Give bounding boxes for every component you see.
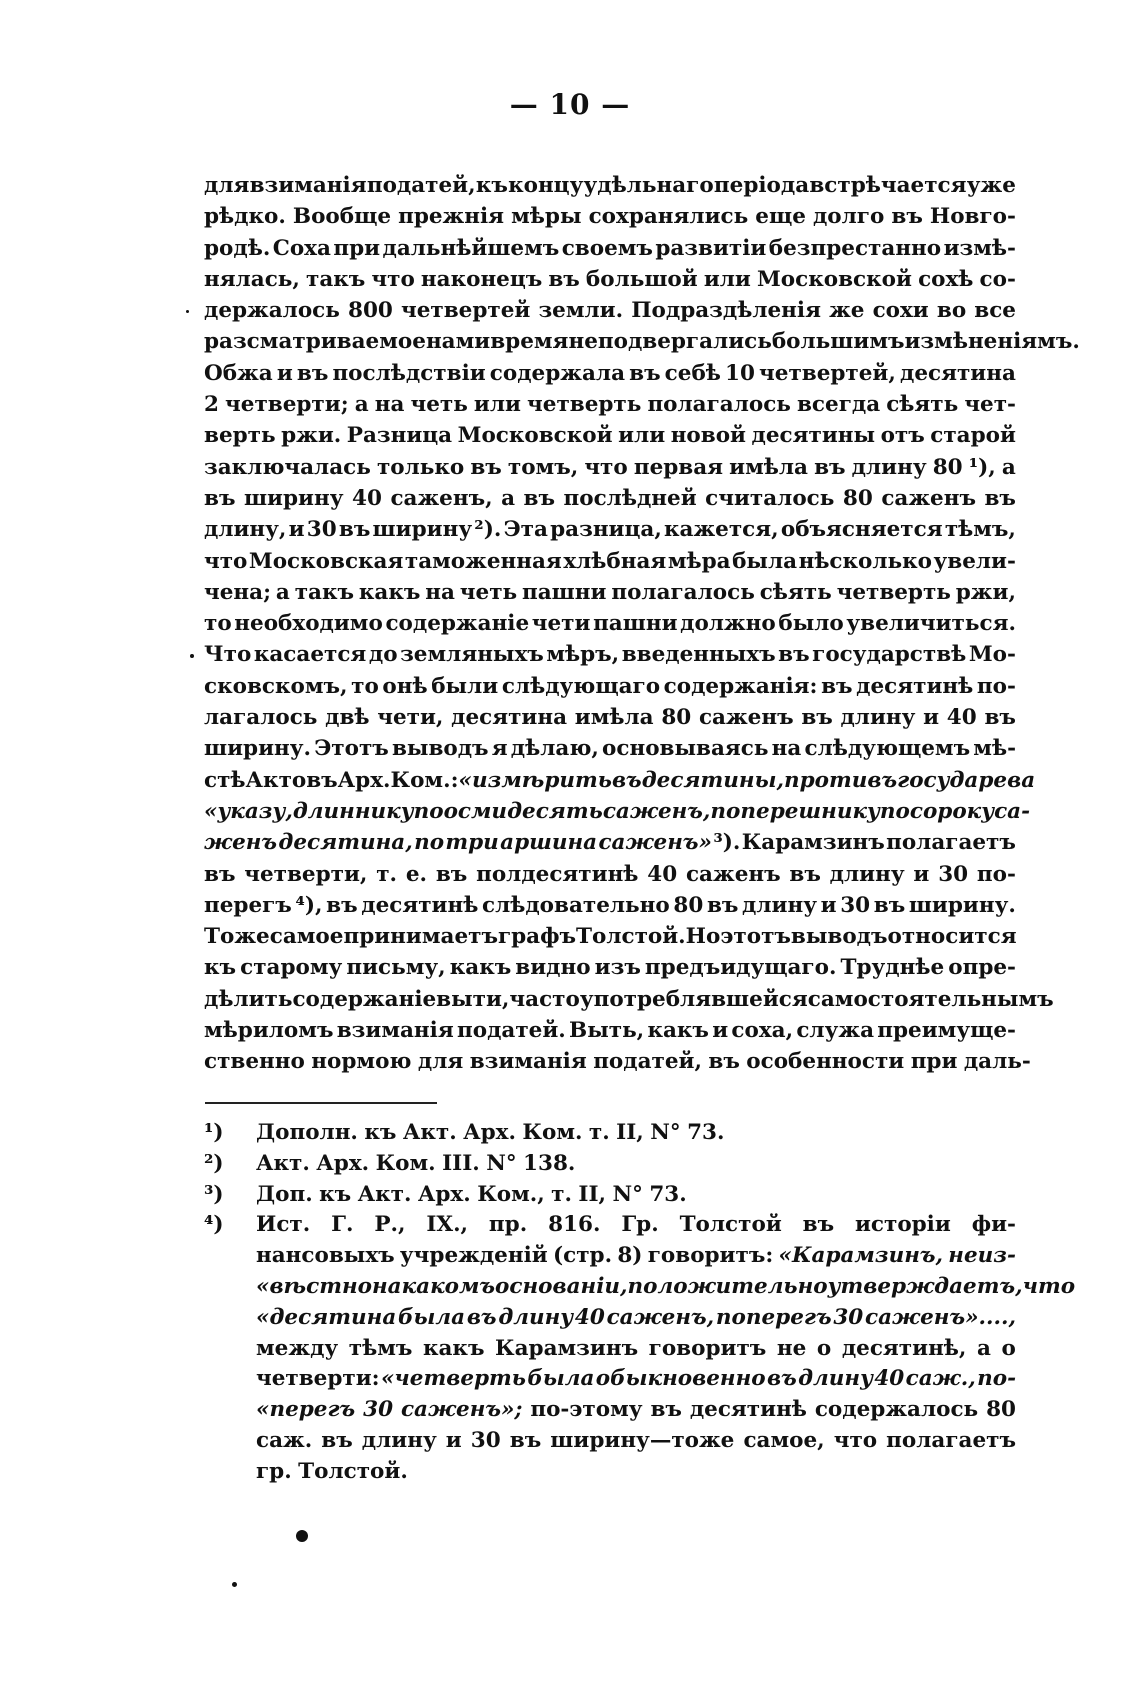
- footnotes: [204, 1118, 1076, 1488]
- footnote-line: между тѣмъ какъ Карамзинъ говоритъ не о десятинѣ, а о: [256, 1335, 1016, 1361]
- footnote: [204, 1149, 1016, 1180]
- page-number: — 10 —: [509, 88, 631, 121]
- paragraph-line: къ старому письму, какъ видно изъ предъидущаго. Труднѣе опре-: [204, 955, 1016, 981]
- paragraph-line: что Московская таможенная хлѣбная мѣра была нѣсколько увели-: [204, 548, 1016, 574]
- footnote-line: «десятина была въ длину 40 саженъ, поперегъ 30 саженъ»....,: [256, 1304, 1016, 1330]
- footnote: [204, 1210, 1076, 1487]
- footnote-line: Акт. Арх. Ком. III. N° 138.: [256, 1150, 576, 1176]
- paragraph-line: разсматриваемое нами время не подвергались большимъ измѣненіямъ.: [204, 329, 1080, 355]
- main-paragraph: [204, 170, 1080, 1078]
- paragraph-line: ственно нормою для взиманія податей, въ особенности при даль-: [204, 1049, 1031, 1075]
- footnote: [204, 1180, 1016, 1211]
- print-speck: [296, 1530, 308, 1542]
- paragraph-line: длину, и 30 въ ширину ²). Эта разница, кажется, объясняется тѣмъ,: [204, 517, 1016, 543]
- print-speck: [190, 654, 194, 658]
- paragraph-line: перегъ ⁴), въ десятинѣ слѣдовательно 80 въ длину и 30 въ ширину.: [204, 892, 1016, 918]
- print-speck: [232, 1582, 237, 1587]
- paragraph-line: ширину. Этотъ выводъ я дѣлаю, основываясь на слѣдующемъ мѣ-: [204, 736, 1016, 762]
- paragraph-line: Тоже самое принимаетъ графъ Толстой. Но этотъ выводъ относится: [204, 924, 1017, 950]
- paragraph-line: держалось 800 четвертей земли. Подраздѣленія же сохи во все: [204, 298, 1016, 324]
- footnote-line: Ист. Г. Р., IX., пр. 816. Гр. Толстой въ исторіи фи-: [256, 1212, 1016, 1238]
- paragraph-line: Обжа и въ послѣдствіи содержала въ себѣ 10 четвертей, десятина: [204, 360, 1016, 386]
- paragraph-line: въ четверти, т. е. въ полдесятинѣ 40 саженъ въ длину и 30 по-: [204, 861, 1016, 887]
- paragraph-line: 2 четверти; а на четь или четверть полагалось всегда сѣять чет-: [204, 392, 1016, 418]
- paragraph-line: заключалась только въ томъ, что первая имѣла въ длину 80 ¹), а: [204, 454, 1016, 480]
- footnote-divider: [205, 1102, 437, 1104]
- footnote-mark: ¹): [204, 1120, 224, 1145]
- paragraph-line: мѣриломъ взиманія податей. Выть, какъ и соха, служа преимуще-: [204, 1018, 1016, 1044]
- paragraph-line: верть ржи. Разница Московской или новой десятины отъ старой: [204, 423, 1016, 449]
- paragraph-line: то необходимо содержаніе чети пашни должно было увеличиться.: [204, 611, 1016, 637]
- footnote-line: Доп. къ Акт. Арх. Ком., т. II, N° 73.: [256, 1181, 687, 1207]
- paragraph-line: въ ширину 40 саженъ, а въ послѣдней считалось 80 саженъ въ: [204, 485, 1016, 511]
- footnote-line: «вѣстно на какомъ основаніи, положительно утверждаетъ, что: [256, 1273, 1076, 1299]
- footnote-mark: ³): [204, 1181, 224, 1207]
- footnote-line: четверти: «четверть была обыкновенно въ длину 40 саж., по-: [256, 1366, 1016, 1392]
- footnote-line: нансовыхъ учрежденій (стр. 8) говоритъ: «Карамзинъ, неиз-: [256, 1243, 1016, 1269]
- paragraph-line: для взиманія податей, къ концу удѣльнаго періода встрѣчается уже: [204, 173, 1016, 198]
- paragraph-line: стѣ Актовъ Арх. Ком.: «измѣрить въ десятины, противъ государева: [204, 767, 1036, 793]
- footnote: [204, 1118, 1016, 1149]
- paragraph-line: «указу, длиннику по осмидесять саженъ, поперешнику по сороку са-: [204, 798, 1031, 824]
- footnote-body: [256, 1180, 1016, 1211]
- paragraph-line: лагалось двѣ чети, десятина имѣла 80 саженъ въ длину и 40 въ: [204, 705, 1016, 731]
- paragraph-line: чена; а такъ какъ на четь пашни полагалось сѣять четверть ржи,: [204, 579, 1016, 605]
- paragraph-line: дѣлить содержаніе выти, часто употреблявшейся самостоятельнымъ: [204, 986, 1054, 1012]
- footnote-body: [256, 1118, 1016, 1149]
- print-speck: [186, 310, 189, 313]
- paragraph-line: женъ десятина, по три аршина саженъ» ³). Карамзинъ полагаетъ: [204, 830, 1016, 856]
- paragraph-line: родѣ. Соха при дальнѣйшемъ своемъ развитіи безпрестанно измѣ-: [204, 235, 1016, 261]
- paragraph-line: сковскомъ, то онѣ были слѣдующаго содержанія: въ десятинѣ по-: [204, 673, 1016, 699]
- footnote-line: «перегъ 30 саженъ»; по-этому въ десятинѣ содержалось 80: [256, 1397, 1016, 1423]
- footnote-mark: ²): [204, 1150, 224, 1176]
- footnote-line: гр. Толстой.: [256, 1458, 408, 1484]
- paragraph-line: рѣдко. Вообще прежнія мѣры сохранялись еще долго въ Новго-: [204, 204, 1016, 230]
- footnote-body: [256, 1149, 1016, 1180]
- paragraph-line: нялась, такъ что наконецъ въ большой или Московской сохѣ со-: [204, 266, 1016, 292]
- footnote-line: Дополн. къ Акт. Арх. Ком. т. II, N° 73.: [256, 1120, 725, 1145]
- footnote-mark: ⁴): [204, 1212, 224, 1238]
- footnote-body: [256, 1210, 1076, 1487]
- footnote-line: саж. въ длину и 30 въ ширину—тоже самое, что полагаетъ: [256, 1427, 1016, 1453]
- paragraph-line: Что касается до земляныхъ мѣръ, введенныхъ въ государствѣ Мо-: [204, 642, 1016, 668]
